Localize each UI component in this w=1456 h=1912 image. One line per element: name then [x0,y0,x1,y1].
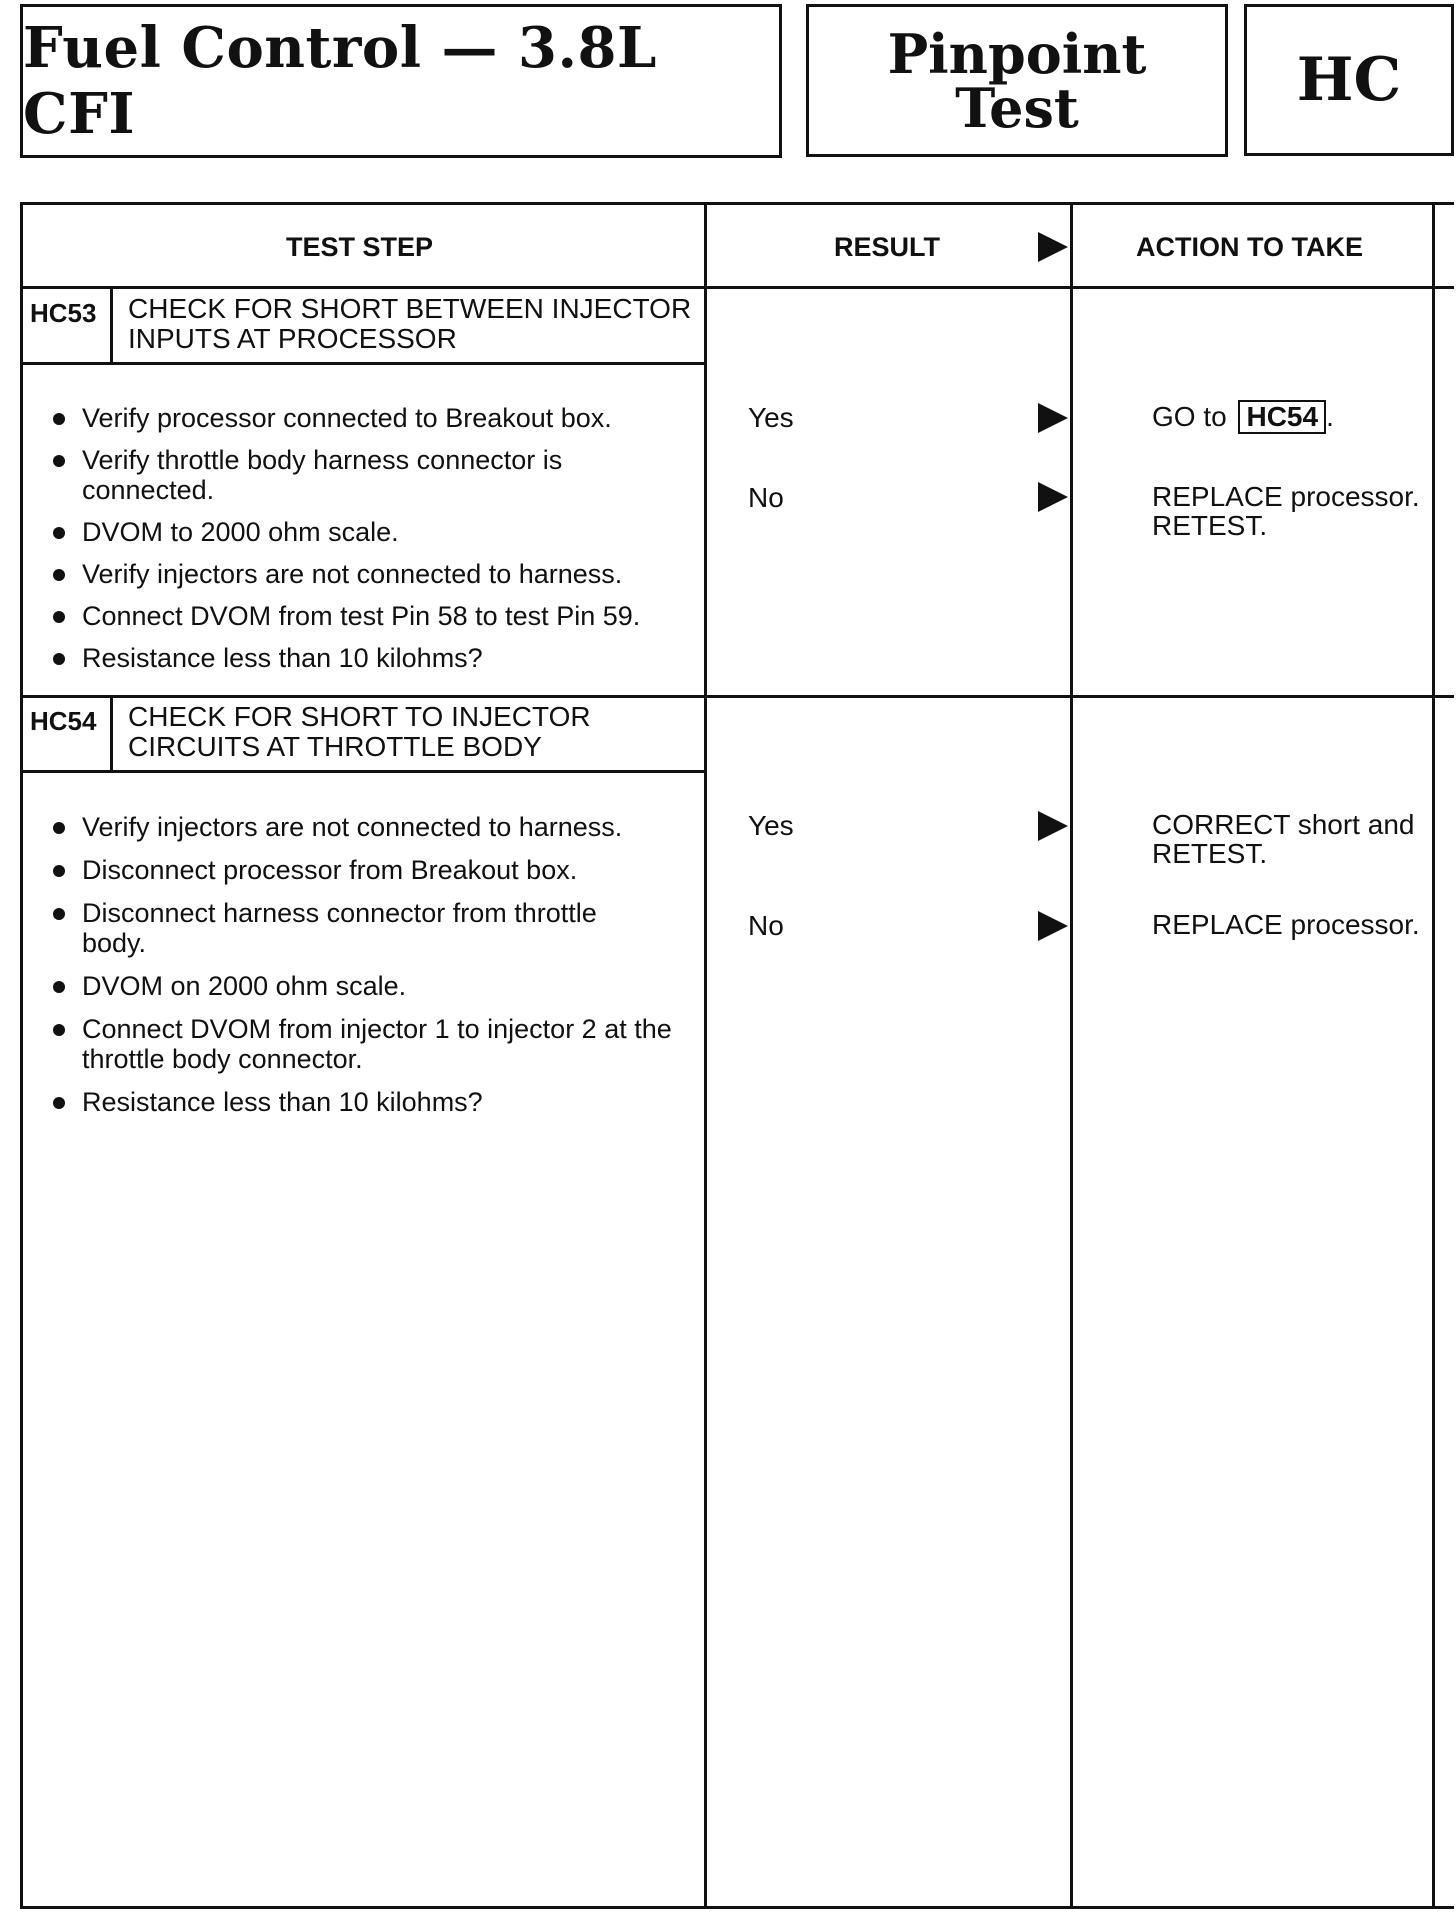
step-id-divider [110,286,113,365]
table-right-border [1432,202,1435,1909]
instruction-item: Connect DVOM from injector 1 to injector 2 at the throttle body connector. [50,1014,682,1074]
action-suffix: . [1326,401,1334,432]
step-instructions [50,403,690,673]
section-code-box [1244,4,1454,156]
column-header-action: ACTION TO TAKE [1136,232,1363,262]
action-go-to [1152,400,1452,434]
instruction-item: Disconnect processor from Breakout box. [50,855,690,885]
instruction-item: Verify injectors are not connected to harness. [50,812,690,842]
result-no: No [748,910,784,941]
result-arrow-icon [1038,232,1068,262]
step-instructions [50,812,690,1117]
step-divider [20,695,1454,698]
step-heading-border [20,770,707,773]
table-left-border [20,202,23,1909]
result-arrow-icon [1038,482,1068,512]
page-title-box [20,4,782,158]
action-replace-retest: REPLACE processor. RETEST. [1152,481,1420,541]
action-text: GO to [1152,401,1227,432]
page-title: Fuel Control — 3.8L CFI [23,15,657,147]
step-reference-link[interactable]: HC54 [1238,400,1326,434]
pinpoint-label: Pinpoint [887,21,1147,86]
pinpoint-test-box [806,4,1228,157]
column-header-test-step: TEST STEP [286,232,434,262]
instruction-item: DVOM on 2000 ohm scale. [50,971,690,1001]
step-heading-border [20,362,707,365]
action-replace: REPLACE processor. [1152,909,1420,940]
action-correct-retest: CORRECT short and RETEST. [1152,809,1415,869]
step-id: HC54 [30,706,97,736]
result-yes: Yes [748,810,794,841]
result-arrow-icon [1038,811,1068,841]
instruction-item: Resistance less than 10 kilohms? [50,1087,690,1117]
instruction-item: Verify injectors are not connected to harness. [50,559,690,589]
step-title: CHECK FOR SHORT TO INJECTOR CIRCUITS AT THROTTLE BODY [128,701,591,762]
column-divider-1 [704,202,707,1909]
header-bottom-border [20,286,1454,289]
table-bottom-border [20,1906,1454,1909]
instruction-item: Connect DVOM from test Pin 58 to test Pin 59. [50,601,690,631]
instruction-item: Resistance less than 10 kilohms? [50,643,690,673]
column-header-result: RESULT [834,232,940,262]
table-top-border [20,202,1454,205]
column-divider-2 [1070,202,1073,1909]
step-id-divider [110,695,113,773]
section-code: HC [1296,45,1402,115]
result-arrow-icon [1038,403,1068,433]
instruction-item: DVOM to 2000 ohm scale. [50,517,690,547]
result-yes: Yes [748,402,794,433]
result-no: No [748,482,784,513]
step-title: CHECK FOR SHORT BETWEEN INJECTOR INPUTS AT PROCESSOR [128,293,692,354]
instruction-item: Verify throttle body harness connector is connected. [50,445,622,505]
step-id: HC53 [30,298,97,328]
result-arrow-icon [1038,911,1068,941]
instruction-item: Disconnect harness connector from throttle body. [50,898,662,958]
test-label: Test [955,75,1079,140]
instruction-item: Verify processor connected to Breakout box. [50,403,690,433]
